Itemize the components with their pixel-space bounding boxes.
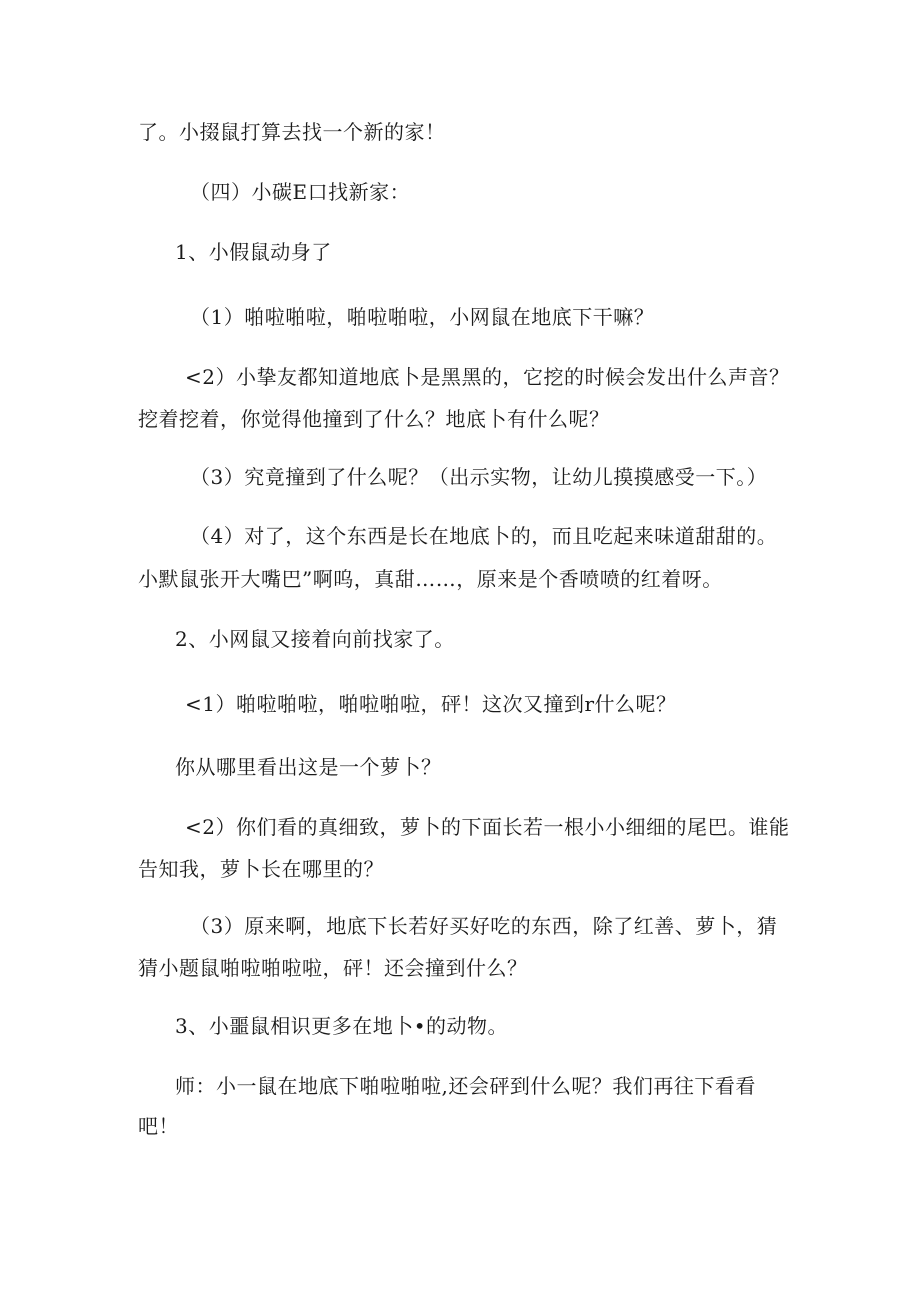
text-line-19: 吧！ bbox=[138, 1114, 179, 1138]
text-line-15: （3）原来啊，地底下长若好买好吃的东西，除了红善、萝卜，猜 bbox=[190, 914, 778, 938]
text-line-6: 挖着挖着，你觉得他撞到了什么？地底卜有什么呢？ bbox=[138, 407, 610, 431]
text-line-11: <1）啪啦啪啦，啪啦啪啦，砰！这次又撞到r什么呢？ bbox=[185, 692, 677, 716]
text-line-1: 了。小掇鼠打算去找一个新的家！ bbox=[138, 120, 446, 144]
subsection-heading-2: 2、小网鼠又接着向前找家了。 bbox=[175, 627, 455, 651]
text-line-9: 小默鼠张开大嘴巴”啊呜，真甜……，原来是个香喷喷的红着呀。 bbox=[138, 567, 723, 591]
text-line-5: <2）小挚友都知道地底卜是黑黑的，它挖的时候会发出什么声音？ bbox=[185, 365, 790, 389]
text-line-18: 师：小一鼠在地底下啪啦啪啦,还会砰到什么呢？我们再往下看看 bbox=[175, 1074, 756, 1098]
text-line-14: 告知我，萝卜长在哪里的？ bbox=[138, 857, 384, 881]
text-line-13: <2）你们看的真细致，萝卜的下面长若一根小小细细的尾巴。谁能 bbox=[185, 815, 790, 839]
text-line-12: 你从哪里看出这是一个萝卜？ bbox=[175, 755, 442, 779]
text-line-7: （3）究竟撞到了什么呢？（出示实物，让幼儿摸摸感受一下。） bbox=[190, 465, 768, 489]
subsection-heading-1: 1、小假鼠动身了 bbox=[175, 240, 332, 264]
text-line-8: （4）对了，这个东西是长在地底卜的，而且吃起来味道甜甜的。 bbox=[190, 524, 778, 548]
section-heading: （四）小碳E口找新家： bbox=[190, 180, 411, 204]
subsection-heading-3: 3、小噩鼠相识更多在地卜•的动物。 bbox=[175, 1014, 509, 1038]
text-line-4: （1）啪啦啪啦，啪啦啪啦，小网鼠在地底下干嘛？ bbox=[190, 305, 655, 329]
text-line-16: 猜小题鼠啪啦啪啦啦，砰！还会撞到什么？ bbox=[138, 956, 528, 980]
